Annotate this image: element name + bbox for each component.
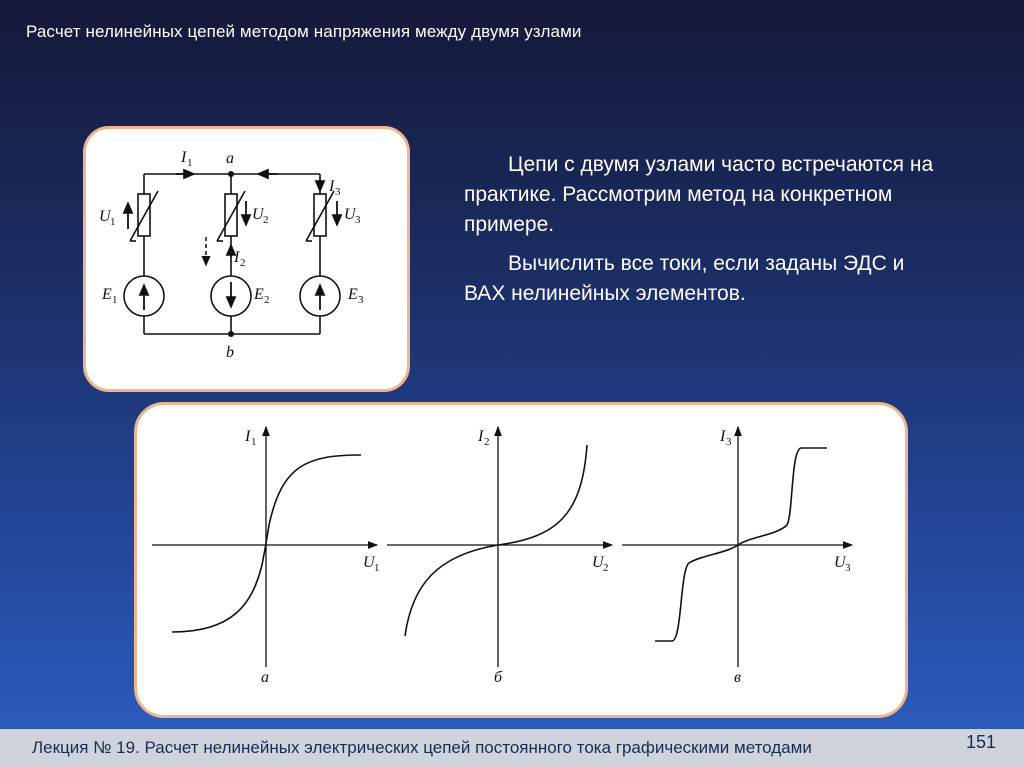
svg-text:1: 1 [110,216,116,228]
svg-text:2: 2 [240,257,246,269]
circuit-diagram [86,129,413,395]
current-label-3: I [329,178,335,195]
footer-text: Лекция № 19. Расчет нелинейных электрических цепей постоянного тока графическими методами [32,738,812,757]
slide-title: Расчет нелинейных цепей методом напряжения между двумя узлами [26,22,582,41]
paragraph-intro: Цепи с двумя узлами часто встречаются на практике. Рассмотрим метод на конкретном примере. [464,153,934,236]
graph-a [152,427,380,686]
source-label-3: E [348,286,358,303]
graph-a-xlabel: U [363,554,375,571]
voltage-label-2: U [252,206,264,223]
slide-footer [0,729,1024,767]
graph-b-xlabel: U [592,554,604,571]
graph-b-ylabel: I [478,428,484,445]
current-label-2: I [234,249,240,266]
slide-text [464,150,934,318]
voltage-label-1: U [99,208,111,225]
graph-a-ylabel: I [245,428,251,445]
paragraph-task: Вычислить все токи, если заданы ЭДС и ВАХ нелинейных элементов. [464,252,905,305]
circuit-panel [83,126,410,392]
page-number: 151 [966,732,997,752]
svg-text:2: 2 [603,562,609,574]
graph-c-ylabel: I [720,428,726,445]
svg-text:3: 3 [355,214,361,226]
svg-text:2: 2 [484,436,490,448]
svg-text:3: 3 [845,562,851,574]
graph-c-caption: в [734,669,741,686]
svg-text:2: 2 [264,294,270,306]
svg-text:1: 1 [187,157,193,169]
graph-a-caption: а [261,669,269,686]
svg-text:3: 3 [335,186,341,198]
svg-text:3: 3 [358,294,364,306]
iv-graphs-panel [134,402,908,718]
voltage-label-3: U [344,206,356,223]
svg-text:3: 3 [726,436,732,448]
node-b-label: b [226,344,234,361]
node-a-label: a [226,150,234,167]
source-label-2: E [254,286,264,303]
graph-c [622,427,852,686]
svg-text:1: 1 [374,562,380,574]
svg-text:1: 1 [112,294,118,306]
source-label-1: E [102,286,112,303]
svg-text:1: 1 [251,436,257,448]
iv-characteristics [137,405,911,721]
graph-b [387,427,612,686]
graph-b-caption: б [494,669,503,686]
svg-text:2: 2 [263,214,269,226]
graph-c-xlabel: U [834,554,846,571]
current-label-1: I [181,149,187,166]
